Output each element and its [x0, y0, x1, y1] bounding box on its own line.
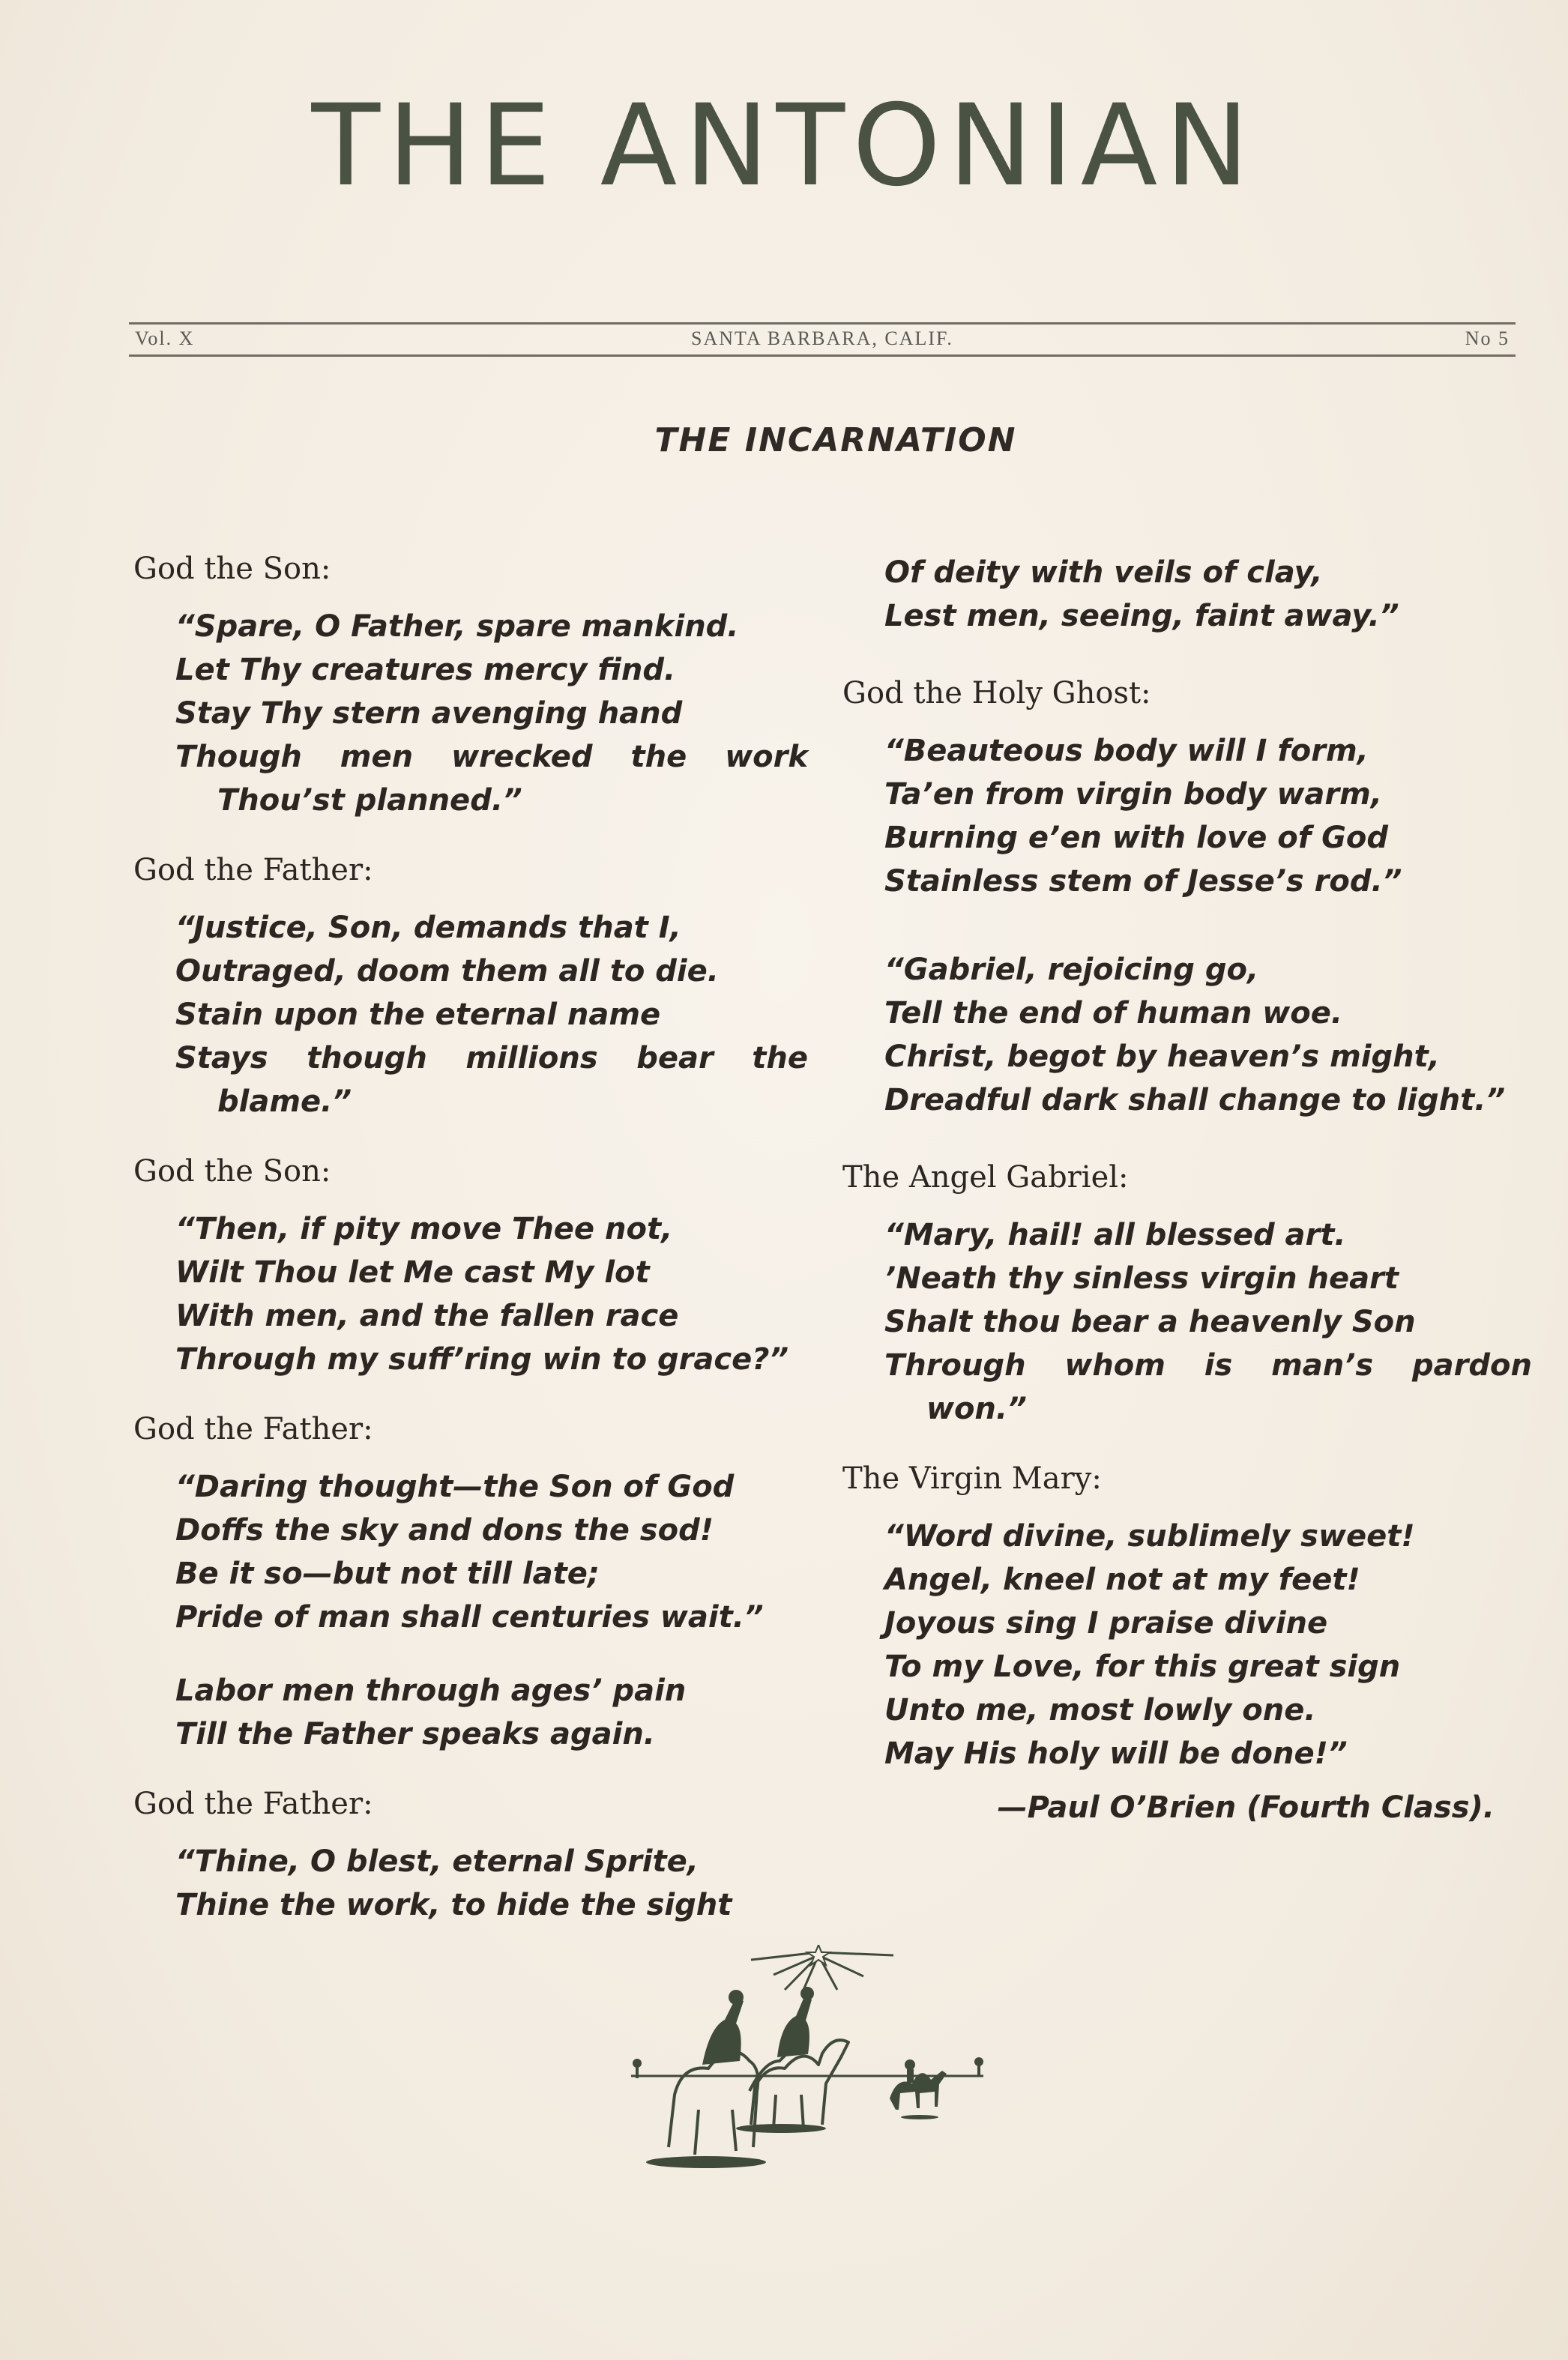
verse-line: “Thine, O blest, eternal Sprite, [175, 1844, 699, 1879]
section-virgin-mary [842, 1461, 1532, 1825]
author-signature: —Paul O’Brien (Fourth Class). [997, 1790, 1495, 1825]
verse-word: work [725, 740, 808, 774]
verse-line: Through my suff’ring win to grace?” [175, 1342, 789, 1377]
section-holy-ghost [842, 675, 1532, 1122]
verse-line-continuation: won.” [926, 1392, 1027, 1426]
poem-title: THE INCARNATION [654, 421, 1017, 459]
verse-line: Lest men, seeing, faint away.” [884, 599, 1399, 633]
verse-word: Though [175, 740, 302, 774]
verse-line: Of deity with veils of clay, [884, 555, 1323, 590]
verse-word: man’s [1271, 1348, 1374, 1383]
verse-line: May His holy will be done!” [884, 1736, 1348, 1771]
verse-word: pardon [1412, 1348, 1532, 1383]
verse-line: Thine the work, to hide the sight [175, 1888, 732, 1922]
dateline-volume: Vol. X [135, 328, 195, 349]
verse-line-justified [884, 1344, 1532, 1387]
dateline-city: SANTA BARBARA, CALIF. [691, 328, 953, 349]
verse-line: Stay Thy stern avenging hand [175, 696, 683, 731]
verse-line: “Beauteous body will I form, [884, 734, 1369, 768]
stanza [133, 1840, 808, 1927]
verse-line: “Then, if pity move Thee not, [175, 1212, 673, 1246]
speaker: God the Father: [133, 1787, 373, 1821]
verse-line: Christ, begot by heaven’s might, [884, 1039, 1440, 1074]
verse-line: Dreadful dark shall change to light.” [884, 1083, 1506, 1117]
dateline-number: No 5 [1465, 328, 1510, 349]
verse-line: Doffs the sky and dons the sod! [175, 1513, 714, 1548]
verse-line: Ta’en from virgin body warm, [884, 777, 1383, 812]
verse-line: Be it so—but not till late; [175, 1557, 600, 1591]
stanza [133, 1207, 808, 1381]
speaker: The Angel Gabriel: [842, 1160, 1129, 1195]
speaker: God the Son: [133, 552, 331, 586]
stanza [133, 1669, 808, 1756]
verse-line: “Gabriel, rejoicing go, [884, 953, 1259, 987]
verse-word: bear [636, 1041, 714, 1075]
section-angel-gabriel [842, 1159, 1532, 1431]
speaker: God the Son: [133, 1154, 331, 1189]
verse-line: “Word divine, sublimely sweet! [884, 1519, 1415, 1554]
verse-line: “Mary, hail! all blessed art. [884, 1218, 1346, 1252]
speaker: God the Father: [133, 853, 373, 887]
verse-line: To my Love, for this great sign [884, 1650, 1401, 1684]
masthead-word-2: ANTONIAN [600, 81, 1257, 211]
section-god-the-father-1 [133, 852, 808, 1123]
verse-line: Wilt Thou let Me cast My lot [175, 1255, 650, 1290]
verse-word: men [340, 740, 414, 774]
verse-line: Outraged, doom them all to die. [175, 954, 719, 989]
stanza [842, 1515, 1532, 1775]
stanza [842, 729, 1532, 903]
stanza [133, 605, 808, 822]
verse-line: Angel, kneel not at my feet! [884, 1563, 1360, 1597]
verse-word: Through [884, 1348, 1026, 1383]
section-god-the-father-2 [133, 1411, 808, 1756]
magi-camels-illustration [624, 1945, 998, 2185]
verse-line: With men, and the fallen race [175, 1299, 679, 1333]
speaker: The Virgin Mary: [842, 1461, 1102, 1496]
verse-line-justified [175, 735, 808, 779]
verse-line: Let Thy creatures mercy find. [175, 653, 676, 687]
speaker: God the Holy Ghost: [842, 676, 1151, 710]
verse-line: “Daring thought—the Son of God [175, 1470, 735, 1504]
section-god-the-father-3 [133, 1786, 808, 1927]
right-column [842, 551, 1532, 1847]
left-column [133, 551, 808, 1957]
stanza [133, 1465, 808, 1639]
verse-line: Joyous sing I praise divine [884, 1606, 1328, 1641]
verse-word: wrecked [451, 740, 593, 774]
section-god-the-son-2 [133, 1153, 808, 1381]
stanza [842, 948, 1532, 1122]
verse-line: Burning e’en with love of God [884, 821, 1389, 855]
masthead-word-1: THE [311, 81, 558, 211]
verse-line: “Spare, O Father, spare mankind. [175, 609, 739, 644]
verse-line-justified [175, 1036, 808, 1080]
verse-line: ’Neath thy sinless virgin heart [884, 1261, 1399, 1296]
verse-line-continuation: blame.” [217, 1084, 352, 1119]
verse-line: Pride of man shall centuries wait.” [175, 1600, 764, 1635]
dateline [129, 322, 1516, 357]
verse-word: Stays [175, 1041, 268, 1075]
masthead [0, 81, 1568, 211]
verse-word: whom [1064, 1348, 1166, 1383]
section-god-the-son-1 [133, 551, 808, 822]
verse-line: Stainless stem of Jesse’s rod.” [884, 864, 1402, 899]
speaker: God the Father: [133, 1412, 373, 1446]
verse-line-continuation: Thou’st planned.” [217, 783, 522, 818]
verse-line: Unto me, most lowly one. [884, 1693, 1316, 1727]
stanza-carryover [842, 551, 1532, 638]
stanza [842, 1213, 1532, 1431]
verse-line: Shalt thou bear a heavenly Son [884, 1305, 1416, 1339]
verse-word: the [630, 740, 687, 774]
verse-word: though [307, 1041, 427, 1075]
verse-word: is [1204, 1348, 1233, 1383]
verse-word: millions [465, 1041, 598, 1075]
stanza [133, 906, 808, 1123]
verse-line: Till the Father speaks again. [175, 1717, 655, 1751]
verse-line: Tell the end of human woe. [884, 996, 1343, 1030]
verse-line: “Justice, Son, demands that I, [175, 911, 681, 945]
verse-line: Stain upon the eternal name [175, 998, 661, 1032]
verse-word: the [752, 1041, 808, 1075]
verse-line: Labor men through ages’ pain [175, 1674, 687, 1708]
